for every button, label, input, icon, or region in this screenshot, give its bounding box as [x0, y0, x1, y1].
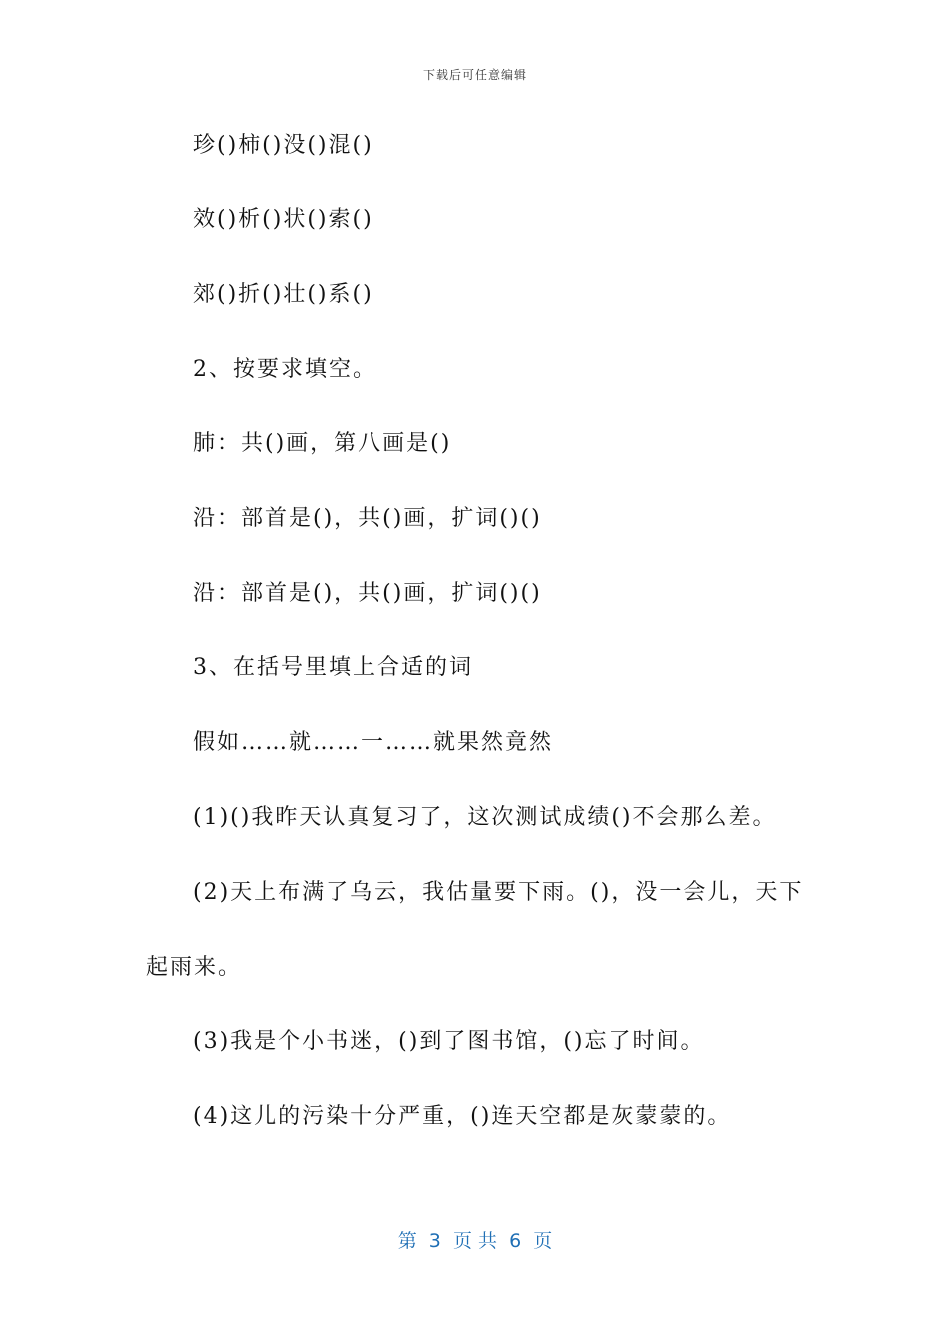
sentence-2: (2)天上布满了乌云，我估量要下雨。()，没一会儿，天下	[193, 880, 804, 905]
question-3-heading: 3、在括号里填上合适的词	[193, 655, 473, 680]
sentence-2-continued: 起雨来。	[146, 955, 243, 980]
page-header: 下载后可任意编辑	[422, 68, 527, 82]
text-line-3: 郊()折()壮()系()	[193, 282, 374, 307]
sentence-3: (3)我是个小书迷，()到了图书馆，()忘了时间。	[193, 1029, 705, 1054]
page-number-footer: 第 3 页 共 6 页	[397, 1230, 553, 1252]
text-line-6: 沿：部首是()，共()画，扩词()()	[193, 506, 542, 531]
text-line-1: 珍()柿()没()混()	[193, 133, 374, 158]
question-2-heading: 2、按要求填空。	[193, 357, 377, 382]
sentence-4: (4)这儿的污染十分严重，()连天空都是灰蒙蒙的。	[193, 1104, 732, 1129]
word-options: 假如……就……一……就果然竟然	[193, 730, 554, 755]
text-line-2: 效()析()状()索()	[193, 207, 374, 232]
text-line-5: 肺：共()画，第八画是()	[193, 431, 452, 456]
text-line-7: 沿：部首是()，共()画，扩词()()	[193, 581, 542, 606]
sentence-1: (1)()我昨天认真复习了，这次测试成绩()不会那么差。	[193, 805, 777, 830]
